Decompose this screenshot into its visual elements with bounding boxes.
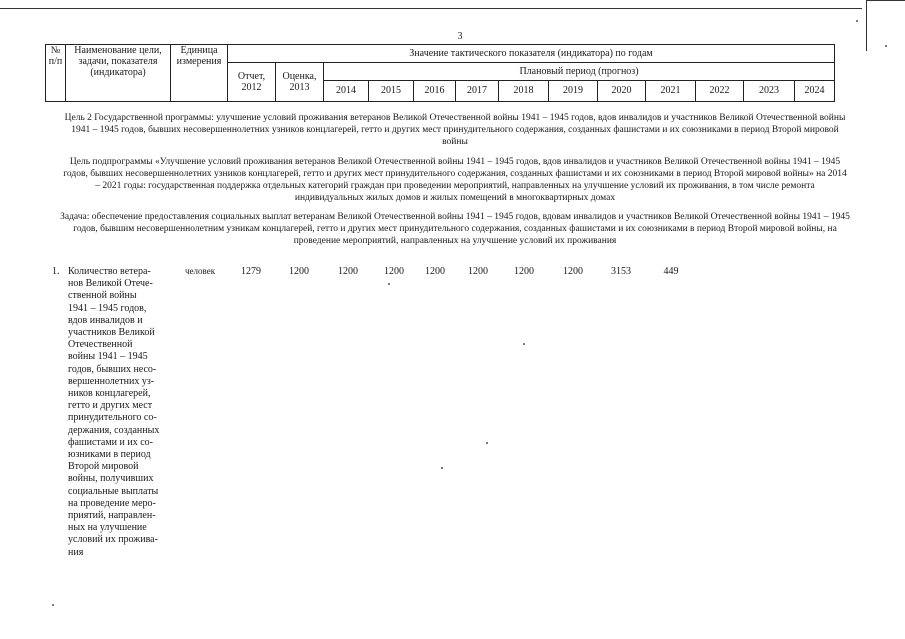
year-header: 2020	[598, 80, 646, 101]
year-header: 2023	[744, 80, 795, 101]
description-line: гетто и других мест	[68, 400, 153, 412]
description-line: на проведение меро-	[68, 497, 156, 509]
value-2012: 1279	[241, 266, 261, 277]
indicator-table-header	[45, 44, 835, 102]
scan-border-line	[0, 8, 862, 9]
scan-speck	[52, 604, 54, 606]
description-line: ния	[68, 546, 84, 558]
description-line: войны, получивших	[68, 473, 154, 485]
year-header: 2018	[499, 80, 549, 101]
value-2016: 1200	[425, 266, 445, 277]
value-2015: 1200	[384, 266, 404, 277]
row-number: 1.	[52, 266, 60, 277]
description-line: 1941 – 1945 годов,	[68, 302, 147, 314]
description-line: принудительного со-	[68, 412, 157, 424]
col-unit-header: Единица измерения	[171, 45, 228, 102]
year-header: 2014	[324, 80, 369, 101]
scan-corner-mark	[866, 0, 905, 51]
scan-speck	[885, 45, 887, 47]
value-2018: 1200	[514, 266, 534, 277]
year-header: 2019	[549, 80, 598, 101]
page-number: 3	[457, 31, 463, 42]
description-line: условий их прожива-	[68, 534, 158, 546]
year-header: 2024	[795, 80, 835, 101]
year-header: 2016	[414, 80, 456, 101]
description-line: годов, бывших несо-	[68, 363, 157, 375]
description-line: нов Великой Отече-	[68, 278, 153, 290]
year-header: 2021	[646, 80, 696, 101]
description-line: держания, созданных	[68, 424, 160, 436]
year-header: 2022	[696, 80, 744, 101]
description-line: социальные выплаты	[68, 485, 159, 497]
description-line: фашистами и их со-	[68, 436, 153, 448]
goal-paragraph: Цель 2 Государственной программы: улучшение условий проживания ветеранов Великой Отечественной войны 1941 – 1945 годов, вдов инвалидов и участников Великой Отечественной войны 1941 – 1945 годов, бывших несовершеннолетних узников концлагерей, гетто и других мест принудительного содержания, созданных фашистами и их союзниками в период Второй мировой войны	[64, 113, 846, 147]
value-2020: 3153	[611, 266, 631, 277]
value-2019: 1200	[563, 266, 583, 277]
plan-period-header: Плановый период (прогноз)	[324, 62, 835, 80]
value-2017: 1200	[468, 266, 488, 277]
value-2014: 1200	[338, 266, 358, 277]
task-paragraph: Задача: обеспечение предоставления социальных выплат ветеранам Великой Отечественной войны 1941 – 1945 годов, вдовам инвалидов и участников Великой Отечественной войны 1941 – 1945 годов, бывшим несовершеннолетним узникам концлагерей, гетто и других мест принудительного содержания, созданных фашистами и их союзниками в период Второй мировой войны, на проведение мероприятий, направленных на улучшение условий их проживания	[60, 212, 850, 246]
description-line: ных на улучшение	[68, 522, 147, 534]
description-line: ников концлагерей,	[68, 388, 151, 400]
values-group-header: Значение тактического показателя (индикатора) по годам	[228, 45, 835, 63]
row-description	[68, 266, 168, 559]
col-report-2012: Отчет, 2012	[228, 62, 276, 101]
scan-speck	[856, 20, 858, 22]
description-line: вершеннолетних уз-	[68, 375, 155, 387]
scan-speck	[523, 343, 525, 345]
col-estimate-2013: Оценка, 2013	[276, 62, 324, 101]
description-line: Количество ветера-	[68, 266, 151, 277]
row-unit: человек	[185, 266, 216, 276]
scan-speck	[486, 442, 488, 444]
description-line: Второй мировой	[68, 461, 139, 473]
description-line: ственной войны	[68, 290, 137, 302]
scan-speck	[441, 467, 443, 469]
value-2013: 1200	[289, 266, 309, 277]
col-number-header: № п/п	[46, 45, 66, 102]
description-line: вдов инвалидов и	[68, 314, 143, 326]
subprogram-goal-paragraph: Цель подпрограммы «Улучшение условий проживания ветеранов Великой Отечественной войны 1941 – 1945 годов, вдов инвалидов и участников Великой Отечественной войны 1941 – 1945 годов, бывших несовершеннолетних узников концлагерей, гетто и других мест принудительного содержания, созданных фашистами и их союзниками в период Второй мировой войны» на 2014 – 2021 годы: государственная поддержка отдельных категорий граждан при проведении мероприятий, направленных на улучшение условий их проживания, в том числе ремонта индивидуальных жилых домов и жилых помещений в многоквартирных домах	[63, 157, 847, 203]
year-header: 2015	[369, 80, 414, 101]
description-line: приятий, направлен-	[68, 510, 156, 522]
scan-speck	[388, 283, 390, 285]
year-header: 2017	[456, 80, 499, 101]
description-line: участников Великой	[68, 327, 155, 339]
description-line: юзниками в период	[68, 449, 151, 461]
col-name-header: Наименование цели, задачи, показателя (индикатора)	[66, 45, 171, 102]
value-2021: 449	[663, 266, 679, 277]
description-line: Отечественной	[68, 339, 133, 351]
description-line: войны 1941 – 1945	[68, 351, 148, 363]
